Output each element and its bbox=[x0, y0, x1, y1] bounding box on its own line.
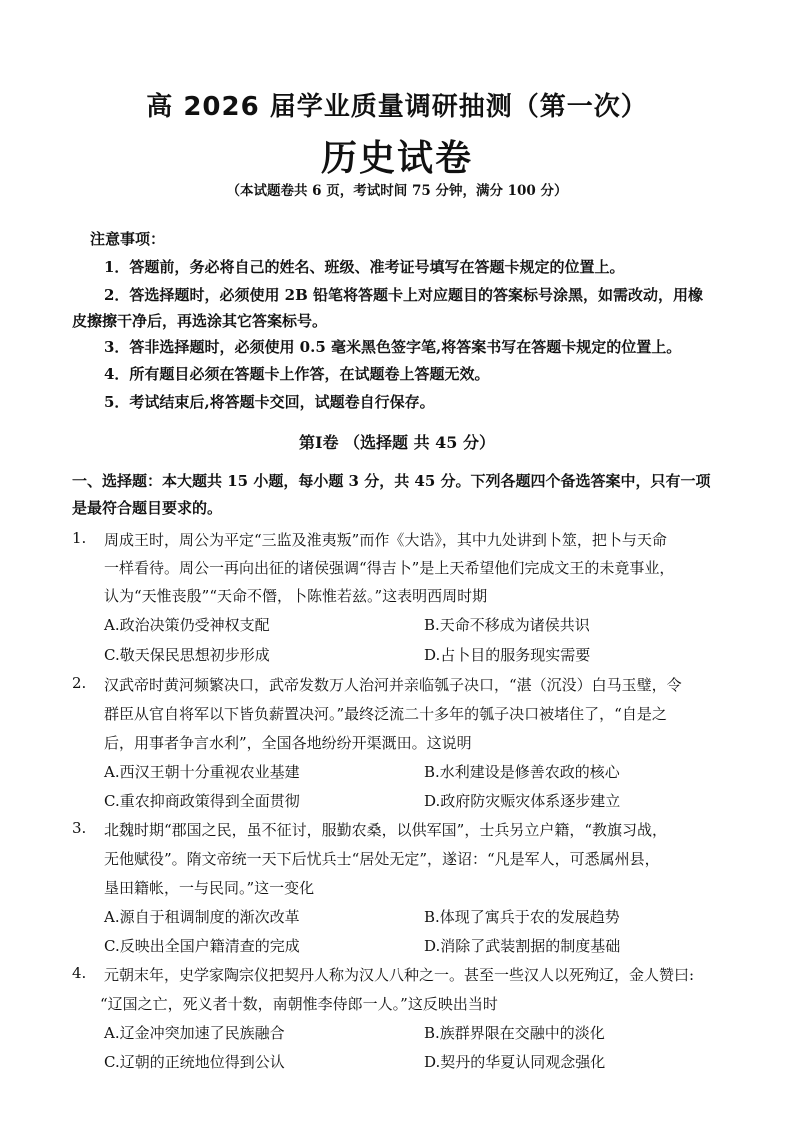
section-instruction: 一、选择题：本大题共 15 小题，每小题 3 分，共 45 分。下列各题四个备选答案中，只有一项 bbox=[72, 472, 711, 490]
option-d: D.政府防灾赈灾体系逐步建立 bbox=[424, 792, 621, 810]
option-a: A.源自于租调制度的渐次改革 bbox=[104, 908, 300, 926]
question-text: 周成王时，周公为平定“三监及淮夷叛”而作《大诰》，其中九处讲到卜筮，把卜与天命 bbox=[104, 531, 667, 549]
question-number: 1. bbox=[72, 529, 87, 547]
question-text: 后，用事者争言水利”，全国各地纷纷开渠溉田。这说明 bbox=[104, 734, 472, 752]
notice-item: 1．答题前，务必将自己的姓名、班级、准考证号填写在答题卡规定的位置上。 bbox=[104, 258, 625, 276]
option-a: A.政治决策仍受神权支配 bbox=[104, 616, 270, 634]
notice-heading: 注意事项： bbox=[90, 230, 166, 248]
option-d: D.契丹的华夏认同观念强化 bbox=[424, 1053, 606, 1071]
question-text: 无他赋役”。隋文帝统一天下后忧兵士“居处无定”，遂诏：“凡是军人，可悉属州县， bbox=[104, 850, 660, 868]
notice-item-continued: 皮擦擦干净后，再选涂其它答案标号。 bbox=[72, 312, 328, 330]
option-a: A.西汉王朝十分重视农业基建 bbox=[104, 763, 300, 781]
notice-item: 3．答非选择题时，必须使用 0.5 毫米黑色签字笔,将答案书写在答题卡规定的位置上。 bbox=[104, 338, 682, 356]
subject-title: 历史试卷 bbox=[320, 138, 473, 179]
option-d: D.占卜目的服务现实需要 bbox=[424, 646, 591, 664]
question-text: 一样看待。周公一再向出征的诸侯强调“得吉卜”是上天希望他们完成文王的未竟事业， bbox=[104, 559, 675, 577]
notice-item: 5．考试结束后,将答题卡交回，试题卷自行保存。 bbox=[104, 393, 435, 411]
option-c: C.辽朝的正统地位得到公认 bbox=[104, 1053, 285, 1071]
question-number: 4. bbox=[72, 964, 87, 982]
option-b: B.水利建设是修善农政的核心 bbox=[424, 763, 620, 781]
question-text: “辽国之亡，死义者十数，南朝惟李侍郎一人。”这反映出当时 bbox=[100, 995, 498, 1013]
question-text: 元朝末年，史学家陶宗仪把契丹人称为汉人八种之一。甚至一些汉人以死殉辽，金人赞曰: bbox=[104, 966, 695, 984]
section-title: 第Ⅰ卷 （选择题 共 45 分） bbox=[298, 433, 496, 452]
option-c: C.敬天保民思想初步形成 bbox=[104, 646, 270, 664]
section-instruction: 是最符合题目要求的。 bbox=[72, 499, 223, 517]
exam-title: 高 2026 届学业质量调研抽测（第一次） bbox=[146, 92, 648, 122]
question-text: 垦田籍帐，一与民同。”这一变化 bbox=[104, 879, 315, 897]
option-b: B.天命不移成为诸侯共识 bbox=[424, 616, 590, 634]
option-d: D.消除了武装割据的制度基础 bbox=[424, 937, 621, 955]
notice-item: 4．所有题目必须在答题卡上作答，在试题卷上答题无效。 bbox=[104, 365, 490, 383]
question-number: 3. bbox=[72, 819, 87, 837]
option-b: B.体现了寓兵于农的发展趋势 bbox=[424, 908, 620, 926]
question-number: 2. bbox=[72, 674, 87, 692]
option-b: B.族群界限在交融中的淡化 bbox=[424, 1024, 605, 1042]
option-c: C.反映出全国户籍清查的完成 bbox=[104, 937, 300, 955]
question-text: 汉武帝时黄河频繁决口，武帝发数万人治河并亲临瓠子决口，“湛（沉没）白马玉璧，令 bbox=[104, 676, 682, 694]
question-text: 北魏时期“郡国之民，虽不征讨，服勤农桑，以供军国”，士兵另立户籍，“教旗习战， bbox=[104, 821, 668, 839]
option-c: C.重农抑商政策得到全面贯彻 bbox=[104, 792, 300, 810]
option-a: A.辽金冲突加速了民族融合 bbox=[104, 1024, 285, 1042]
exam-info: （本试题卷共 6 页，考试时间 75 分钟，满分 100 分） bbox=[226, 183, 568, 199]
question-text: 认为“天惟丧殷”“天命不僭，卜陈惟若兹。”这表明西周时期 bbox=[104, 587, 488, 605]
question-text: 群臣从官自将军以下皆负薪置决河。”最终泛流二十多年的瓠子决口被堵住了，“自是之 bbox=[104, 705, 667, 723]
notice-item: 2．答选择题时，必须使用 2B 铅笔将答题卡上对应题目的答案标号涂黑，如需改动，用橡 bbox=[104, 286, 704, 304]
